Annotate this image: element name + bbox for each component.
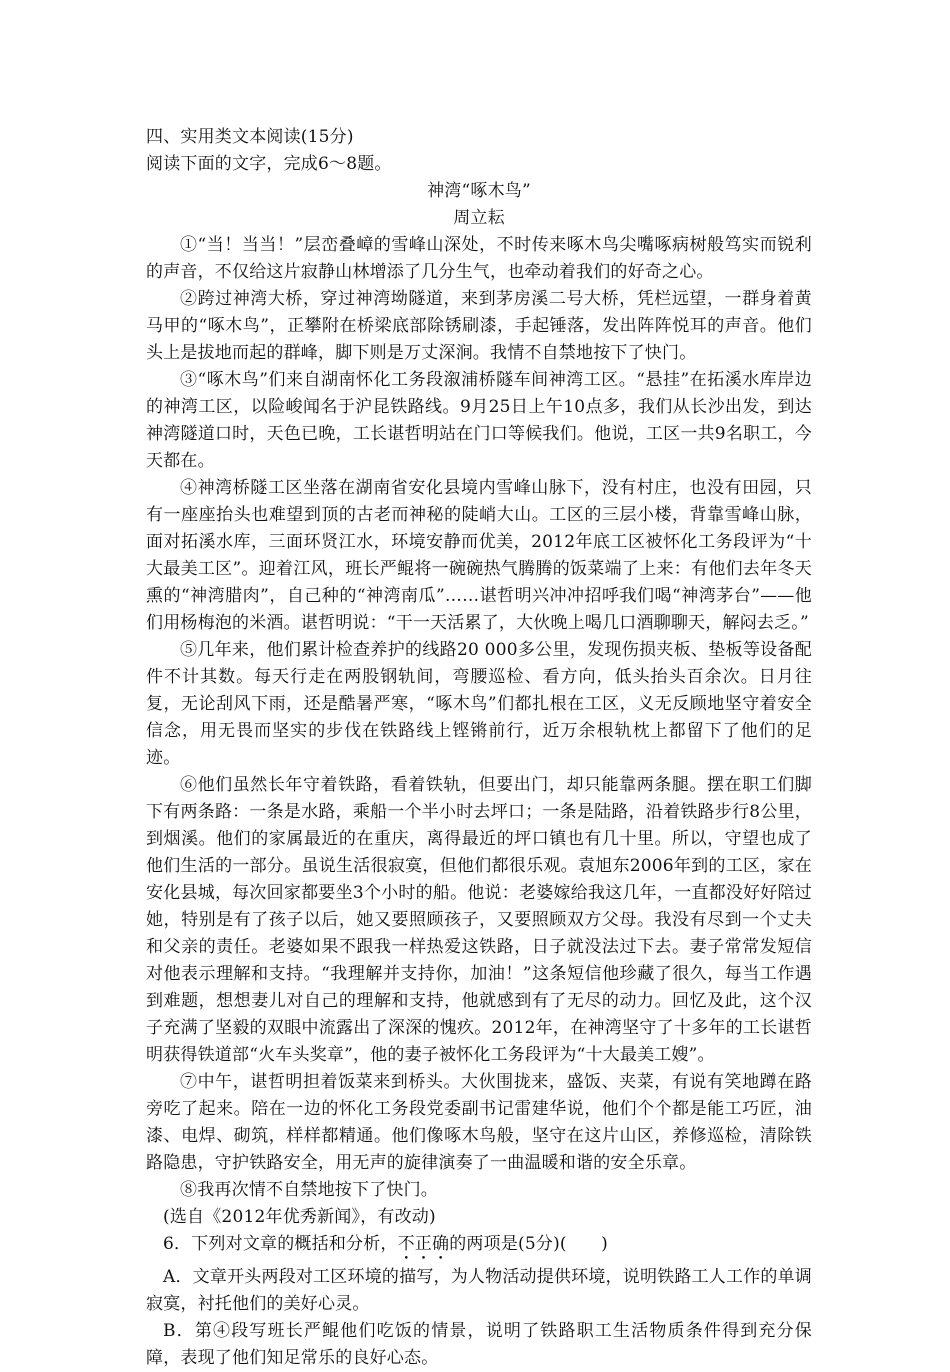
- paragraph-4: ④神湾桥隧工区坐落在湖南省安化县境内雪峰山脉下，没有村庄，也没有田园，只有一座座抬头也难望到顶的古老而神秘的陡峭大山。工区的三层小楼，背靠雪峰山脉，面对拓溪水库，三面环贤江水，环境安静而优美，2012年底工区被怀化工务段评为“十大最美工区”。迎着江风，班长严鲲将一碗碗热气腾腾的饭菜端了上来：有他们去年冬天熏的“神湾腊肉”，自己种的“神湾南瓜”……谌哲明兴冲冲招呼我们喝“神湾茅台”——他们用杨梅泡的米酒。谌哲明说：“干一天活累了，大伙晚上喝几口酒聊聊天，解闷去乏。”: [146, 478, 812, 633]
- paragraph-3: ③“啄木鸟”们来自湖南怀化工务段溆浦桥隧车间神湾工区。“悬挂”在拓溪水库岸边的神湾工区，以险峻闻名于沪昆铁路线。9月25日上午10点多，我们从长沙出发，到达神湾隧道口时，天色已晚，工长谌哲明站在门口等候我们。他说，工区一共9名职工，今天都在。: [146, 370, 812, 471]
- document-page: [146, 124, 812, 1372]
- question-prefix: 6．下列对文章的概括和分析，: [163, 1234, 398, 1254]
- instruction: 阅读下面的文字，完成6～8题。: [146, 154, 392, 174]
- question-emphasis: 不正确: [397, 1234, 450, 1254]
- paragraph-2: ②跨过神湾大桥，穿过神湾坳隧道，来到茅房溪二号大桥，凭栏远望，一群身着黄马甲的“啄木鸟”，正攀附在桥梁底部除锈刷漆，手起锤落，发出阵阵悦耳的声音。他们头上是拔地而起的群峰，脚下则是万丈深涧。我情不自禁地按下了快门。: [146, 289, 812, 363]
- paragraph-5: ⑤几年来，他们累计检查养护的线路20 000多公里，发现伤损夹板、垫板等设备配件不计其数。每天行走在两股钢轨间，弯腰巡检、看方向，低头抬头百余次。日月往复，无论刮风下雨，还是酷暑严寒，“啄木鸟”们都扎根在工区，义无反顾地坚守着安全信念，用无畏而坚实的步伐在铁路线上铿锵前行，近万余根轨枕上都留下了他们的足迹。: [146, 640, 812, 768]
- paragraph-1: ①“当！当当！”层峦叠嶂的雪峰山深处，不时传来啄木鸟尖嘴啄病树般笃实而锐利的声音，不仅给这片寂静山林增添了几分生气，也牵动着我们的好奇之心。: [146, 235, 812, 282]
- question-6: [146, 1231, 812, 1264]
- article-title: 神湾“啄木鸟”: [427, 181, 531, 201]
- article-source: (选自《2012年优秀新闻》，有改动): [163, 1207, 436, 1227]
- paragraph-7: ⑦中午，谌哲明担着饭菜来到桥头。大伙围拢来，盛饭、夹菜，有说有笑地蹲在路旁吃了起来。陪在一边的怀化工务段党委副书记雷建华说，他们个个都是能工巧匠，油漆、电焊、砌筑，样样都精通。他们像啄木鸟般，坚守在这片山区，养修巡检，清除铁路隐患，守护铁路安全，用无声的旋律演奏了一曲温暖和谐的安全乐章。: [146, 1072, 812, 1173]
- article-author: 周立耘: [453, 208, 505, 228]
- question-suffix: 的两项是(5分)( ): [449, 1234, 608, 1254]
- paragraph-6: ⑥他们虽然长年守着铁路，看着铁轨，但要出门，却只能靠两条腿。摆在职工们脚下有两条路：一条是水路，乘船一个半小时去坪口；一条是陆路，沿着铁路步行8公里，到烟溪。他们的家属最近的在重庆，离得最近的坪口镇也有几十里。所以，守望也成了他们生活的一部分。虽说生活很寂寞，但他们都很乐观。袁旭东2006年到的工区，家在安化县城，每次回家都要坐3个小时的船。他说：老婆嫁给我这几年，一直都没好好陪过她，特别是有了孩子以后，她又要照顾孩子，又要照顾双方父母。我没有尽到一个丈夫和父亲的责任。老婆如果不跟我一样热爱这铁路，日子就没法过下去。妻子常常发短信对他表示理解和支持。“我理解并支持你，加油！”这条短信他珍藏了很久，每当工作遇到难题，想想妻儿对自己的理解和支持，他就感到有了无尽的动力。回忆及此，这个汉子充满了坚毅的双眼中流露出了深深的愧疚。2012年，在神湾坚守了十多年的工长谌哲明获得铁道部“火车头奖章”，他的妻子被怀化工务段评为“十大最美工嫂”。: [146, 775, 812, 1065]
- option-b: B．第④段写班长严鲲他们吃饭的情景，说明了铁路职工生活物质条件得到充分保障，表现了他们知足常乐的良好心态。: [146, 1321, 812, 1368]
- option-a: A．文章开头两段对工区环境的描写，为人物活动提供环境，说明铁路工人工作的单调寂寞，衬托他们的美好心灵。: [146, 1267, 812, 1314]
- section-title: 四、实用类文本阅读(15分): [146, 127, 354, 147]
- paragraph-8: ⑧我再次情不自禁地按下了快门。: [180, 1180, 438, 1200]
